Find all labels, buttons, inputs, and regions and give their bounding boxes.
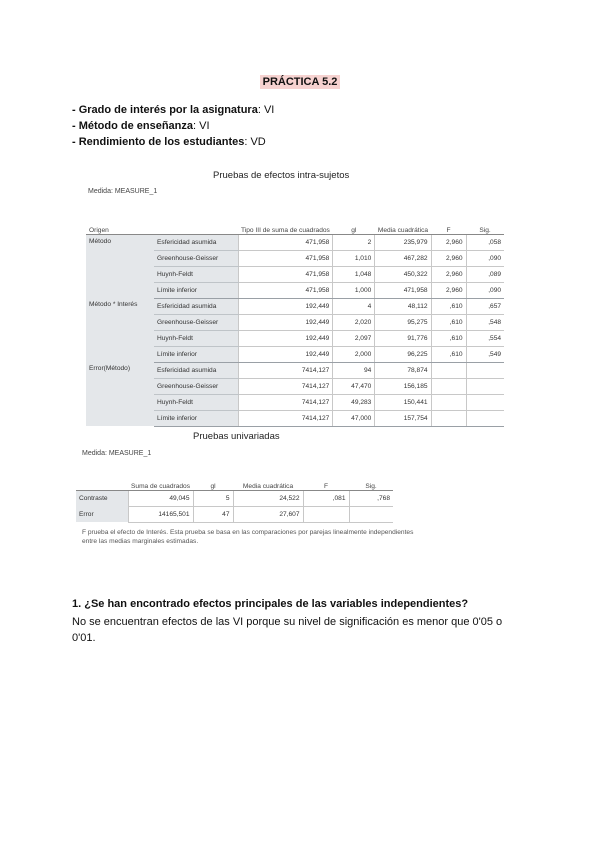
table-cell: 450,322 xyxy=(375,266,431,282)
table-cell: 471,958 xyxy=(238,234,333,250)
variables-list xyxy=(72,102,274,150)
table-cell: 49,283 xyxy=(333,394,375,410)
table-cell: 94 xyxy=(333,362,375,378)
table1-measure: Medida: MEASURE_1 xyxy=(88,188,158,195)
table-cell: 1,010 xyxy=(333,250,375,266)
table-cell: 47,470 xyxy=(333,378,375,394)
correction-label: Greenhouse-Geisser xyxy=(154,314,238,330)
table-cell xyxy=(431,394,466,410)
table-row xyxy=(86,362,504,378)
correction-label: Huynh-Feldt xyxy=(154,266,238,282)
table-cell: 471,958 xyxy=(375,282,431,298)
correction-label: Huynh-Feldt xyxy=(154,394,238,410)
table-cell: 471,958 xyxy=(238,266,333,282)
correction-label: Esfericidad asumida xyxy=(154,234,238,250)
table-cell: ,610 xyxy=(431,314,466,330)
table-cell: 2,097 xyxy=(333,330,375,346)
table-cell: 2,960 xyxy=(431,234,466,250)
table-cell: ,089 xyxy=(466,266,504,282)
table-cell: 192,449 xyxy=(238,330,333,346)
correction-label: Límite inferior xyxy=(154,282,238,298)
table-cell: ,657 xyxy=(466,298,504,314)
correction-label: Huynh-Feldt xyxy=(154,330,238,346)
univariate-table xyxy=(76,462,393,523)
table-row: Error 14165,501 47 27,607 xyxy=(76,506,393,522)
table1-header: Origen Tipo III de suma de cuadrados gl Media cuadrática F Sig. xyxy=(86,200,504,234)
correction-label: Límite inferior xyxy=(154,346,238,362)
answer-text: No se encuentran efectos de las VI porque su nivel de significación es menor que 0'05 o 0'01. xyxy=(72,616,503,644)
intra-subjects-table xyxy=(86,200,504,427)
row-label: Error xyxy=(76,506,128,522)
table-cell: 471,958 xyxy=(238,250,333,266)
table-cell: ,610 xyxy=(431,330,466,346)
table-cell: 2 xyxy=(333,234,375,250)
table-row: Contraste 49,045 5 24,522 ,081 ,768 xyxy=(76,490,393,506)
table-cell: ,610 xyxy=(431,346,466,362)
table1-title: Pruebas de efectos intra-sujetos xyxy=(213,170,350,181)
table-cell: 1,048 xyxy=(333,266,375,282)
table-cell: 467,282 xyxy=(375,250,431,266)
table-cell: 95,275 xyxy=(375,314,431,330)
correction-label: Greenhouse-Geisser xyxy=(154,250,238,266)
table-cell: 2,960 xyxy=(431,266,466,282)
table-cell: 471,958 xyxy=(238,282,333,298)
table-cell xyxy=(466,378,504,394)
table-cell: 48,112 xyxy=(375,298,431,314)
table-cell: 91,776 xyxy=(375,330,431,346)
table-cell xyxy=(466,394,504,410)
table-cell: 150,441 xyxy=(375,394,431,410)
table-cell xyxy=(431,378,466,394)
table-cell: ,549 xyxy=(466,346,504,362)
table-cell: ,548 xyxy=(466,314,504,330)
variable-line: - Rendimiento de los estudiantes: VD xyxy=(72,136,266,148)
correction-label: Esfericidad asumida xyxy=(154,298,238,314)
variable-line: - Grado de interés por la asignatura: VI xyxy=(72,104,275,116)
table-cell: 7414,127 xyxy=(238,378,333,394)
table-cell: 2,020 xyxy=(333,314,375,330)
table2-title: Pruebas univariadas xyxy=(193,431,280,442)
table-cell: 47,000 xyxy=(333,410,375,426)
variable-line: - Método de enseñanza: VI xyxy=(72,120,210,132)
table-cell: 1,000 xyxy=(333,282,375,298)
correction-label: Esfericidad asumida xyxy=(154,362,238,378)
table-cell: ,610 xyxy=(431,298,466,314)
question-heading: 1. ¿Se han encontrado efectos principales de las variables independientes? xyxy=(72,598,469,610)
group-label: Método xyxy=(86,234,154,298)
table-cell: 7414,127 xyxy=(238,394,333,410)
table-cell: 96,225 xyxy=(375,346,431,362)
table-cell: 2,960 xyxy=(431,282,466,298)
table-cell: 192,449 xyxy=(238,298,333,314)
table-row xyxy=(86,234,504,250)
table-cell xyxy=(431,410,466,426)
table-cell: 192,449 xyxy=(238,314,333,330)
table2-footnote: F prueba el efecto de Interés. Esta prueba se basa en las comparaciones por parejas linealmente independientes entre las medias marginales estimadas. xyxy=(82,529,414,545)
table-cell: 78,874 xyxy=(375,362,431,378)
document-title: PRÁCTICA 5.2 xyxy=(0,72,600,90)
table-cell xyxy=(466,410,504,426)
correction-label: Greenhouse-Geisser xyxy=(154,378,238,394)
table-cell: 2,000 xyxy=(333,346,375,362)
table-cell: 4 xyxy=(333,298,375,314)
table-cell: 7414,127 xyxy=(238,410,333,426)
table-row xyxy=(86,298,504,314)
table-cell: ,090 xyxy=(466,282,504,298)
table-cell: 235,979 xyxy=(375,234,431,250)
table-cell: 156,185 xyxy=(375,378,431,394)
row-label: Contraste xyxy=(76,490,128,506)
table-cell xyxy=(431,362,466,378)
table-cell: 7414,127 xyxy=(238,362,333,378)
table-cell: 2,960 xyxy=(431,250,466,266)
table-cell xyxy=(466,362,504,378)
group-label: Error(Método) xyxy=(86,362,154,426)
table-cell: ,058 xyxy=(466,234,504,250)
correction-label: Límite inferior xyxy=(154,410,238,426)
table-cell: ,090 xyxy=(466,250,504,266)
table-cell: 157,754 xyxy=(375,410,431,426)
table-cell: ,554 xyxy=(466,330,504,346)
table2-measure: Medida: MEASURE_1 xyxy=(82,450,152,457)
group-label: Método * Interés xyxy=(86,298,154,362)
table-cell: 192,449 xyxy=(238,346,333,362)
table2-header: Suma de cuadrados gl Media cuadrática F Sig. xyxy=(76,462,393,490)
